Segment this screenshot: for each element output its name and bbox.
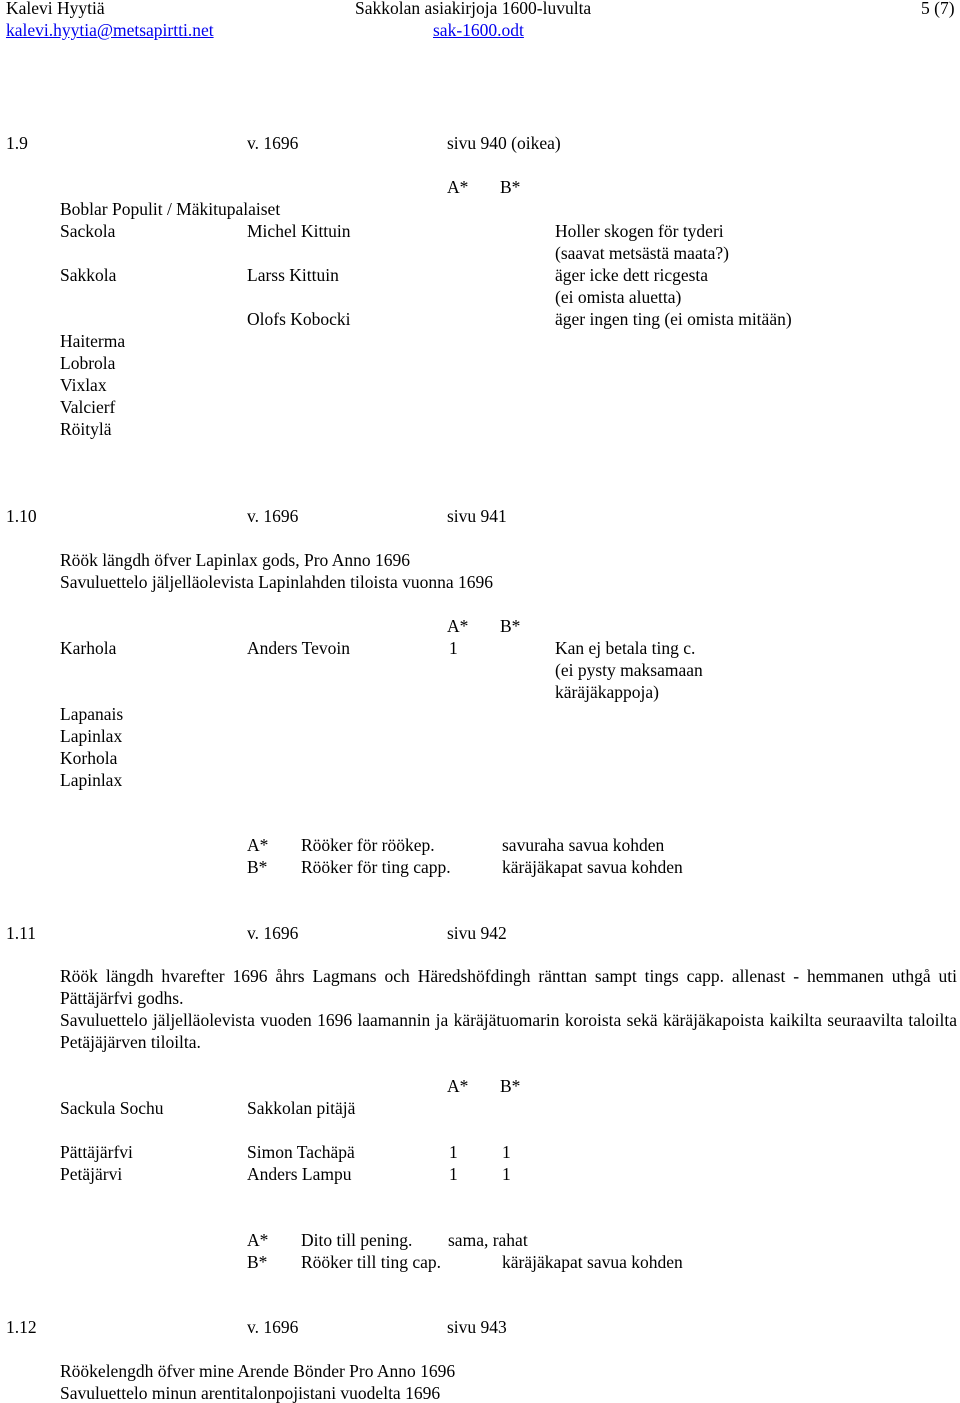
place-name: Karhola bbox=[60, 638, 117, 658]
place-name: Valcierf bbox=[60, 397, 116, 417]
section-title: Röökelengdh öfver mine Arende Bönder Pro Anno 1696 bbox=[60, 1361, 456, 1381]
legend-translation: käräjäkapat savua kohden bbox=[502, 1252, 683, 1272]
legend-text: Rööker till ting cap. bbox=[301, 1252, 441, 1272]
legend-translation: sama, rahat bbox=[448, 1230, 528, 1250]
place-name: Lobrola bbox=[60, 353, 116, 373]
note: Holler skogen för tyderi bbox=[555, 221, 724, 241]
section-year: v. 1696 bbox=[247, 923, 299, 943]
section-title-translation: Savuluettelo jäljelläolevista Lapinlahden tiloista vuonna 1696 bbox=[60, 572, 494, 592]
header-email-link[interactable]: kalevi.hyytia@metsapirtti.net bbox=[6, 20, 214, 40]
person-name: Simon Tachäpä bbox=[247, 1142, 355, 1162]
section-page-ref: sivu 941 bbox=[447, 506, 507, 526]
section-number: 1.11 bbox=[6, 923, 36, 943]
note-translation: (ei omista aluetta) bbox=[555, 287, 682, 307]
place-name: Sackola bbox=[60, 221, 116, 241]
legend-text: Dito till pening. bbox=[301, 1230, 413, 1250]
column-a-value: 1 bbox=[449, 1164, 458, 1184]
column-a-label: A* bbox=[447, 616, 469, 636]
place-name: Lapanais bbox=[60, 704, 124, 724]
person-name: Olofs Kobocki bbox=[247, 309, 351, 329]
legend-key: B* bbox=[247, 1252, 268, 1272]
header-filename-link[interactable]: sak-1600.odt bbox=[433, 20, 524, 40]
legend-key: B* bbox=[247, 857, 268, 877]
section-page-ref: sivu 943 bbox=[447, 1317, 507, 1337]
section-number: 1.9 bbox=[6, 133, 28, 153]
person-name: Anders Tevoin bbox=[247, 638, 350, 658]
note-translation: (saavat metsästä maata?) bbox=[555, 243, 729, 263]
person-name: Anders Lampu bbox=[247, 1164, 352, 1184]
note-translation: käräjäkappoja) bbox=[555, 682, 659, 702]
column-a-value: 1 bbox=[449, 1142, 458, 1162]
place-name: Sakkola bbox=[60, 265, 117, 285]
section-number: 1.12 bbox=[6, 1317, 37, 1337]
section-page-ref: sivu 940 (oikea) bbox=[447, 133, 561, 153]
person-name: Larss Kittuin bbox=[247, 265, 339, 285]
place-name: Röitylä bbox=[60, 419, 112, 439]
legend-key: A* bbox=[247, 1230, 269, 1250]
section-paragraph-translation: Savuluettelo jäljelläolevista vuoden 1696 laamannin ja käräjätuomarin koroista sekä käräjäkapoista kaikilta seuraavilta taloilta Petäjäjärven tiloilta. bbox=[60, 1010, 957, 1052]
header-page: 5 (7) bbox=[921, 0, 955, 18]
column-b-label: B* bbox=[500, 177, 521, 197]
place-name: Haiterma bbox=[60, 331, 126, 351]
note-translation: (ei pysty maksamaan bbox=[555, 660, 703, 680]
section-paragraph: Röök längdh hvarefter 1696 åhrs Lagmans och Häredshöfdingh ränttan sampt tings capp. allenast - hemmanen uthgå uti Pättäjärfvi godhs. bbox=[60, 966, 957, 1008]
header-author: Kalevi Hyytiä bbox=[6, 0, 105, 18]
section-year: v. 1696 bbox=[247, 506, 299, 526]
section-title: Röök längdh öfver Lapinlax gods, Pro Anno 1696 bbox=[60, 550, 410, 570]
column-a-label: A* bbox=[447, 1076, 469, 1096]
column-a-value: 1 bbox=[449, 638, 458, 658]
place-name: Vixlax bbox=[60, 375, 107, 395]
legend-translation: savuraha savua kohden bbox=[502, 835, 665, 855]
legend-translation: käräjäkapat savua kohden bbox=[502, 857, 683, 877]
person-name: Michel Kittuin bbox=[247, 221, 351, 241]
section-title-translation: Savuluettelo minun arentitalonpojistani vuodelta 1696 bbox=[60, 1383, 441, 1403]
legend-text: Rööker för röökep. bbox=[301, 835, 435, 855]
column-b-label: B* bbox=[500, 1076, 521, 1096]
note: äger icke dett ricgesta bbox=[555, 265, 709, 285]
section-year: v. 1696 bbox=[247, 133, 299, 153]
place-name: Pättäjärfvi bbox=[60, 1142, 133, 1162]
header-title: Sakkolan asiakirjoja 1600-luvulta bbox=[355, 0, 592, 18]
note: Kan ej betala ting c. bbox=[555, 638, 696, 658]
place-name: Petäjärvi bbox=[60, 1164, 123, 1184]
place-name: Lapinlax bbox=[60, 726, 123, 746]
section-page-ref: sivu 942 bbox=[447, 923, 507, 943]
column-b-value: 1 bbox=[502, 1164, 511, 1184]
legend-key: A* bbox=[247, 835, 269, 855]
column-a-label: A* bbox=[447, 177, 469, 197]
column-b-value: 1 bbox=[502, 1142, 511, 1162]
section-number: 1.10 bbox=[6, 506, 37, 526]
group-heading: Boblar Populit / Mäkitupalaiset bbox=[60, 199, 281, 219]
place-name: Lapinlax bbox=[60, 770, 123, 790]
legend-text: Rööker för ting capp. bbox=[301, 857, 451, 877]
place-name: Korhola bbox=[60, 748, 118, 768]
parish-name: Sackula Sochu bbox=[60, 1098, 164, 1118]
section-year: v. 1696 bbox=[247, 1317, 299, 1337]
parish-name-translation: Sakkolan pitäjä bbox=[247, 1098, 356, 1118]
note: äger ingen ting (ei omista mitään) bbox=[555, 309, 792, 329]
column-b-label: B* bbox=[500, 616, 521, 636]
